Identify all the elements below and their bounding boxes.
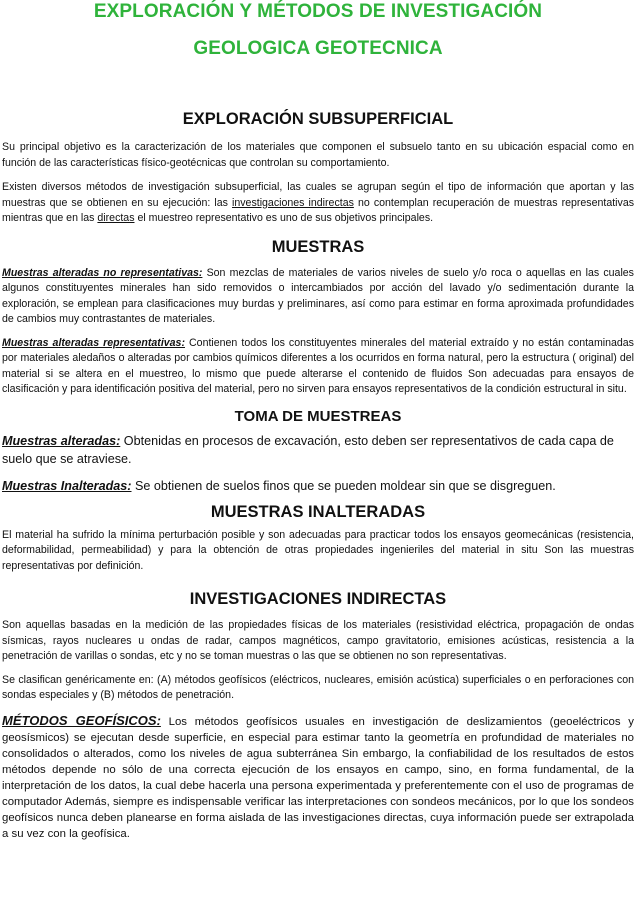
def-metodos-geofisicos: Los métodos geofísicos usuales en investigación de deslizamientos (geoeléctricos y geosísmicos) se ejecutan desde superficie, en especial para estimar tanto la geometría en profundidad de materiales no consolidados o alterados, como los niveles de agua subterránea Sin embargo, la confiabilidad de los resultados de estos métodos depende no sólo de una correcta ejecución de los ensayos en campo, sino, en forma fundamental, de la interpretación de los datos, la cual debe hacerla una persona experimentada y preferentemente con el uso de programas de computador Además, siempre es indispensable verificar las interpretaciones con sondeos mecánicos, por lo que los sondeos geofísicos nunca deben planearse en forma aislada de las investigaciones directas, cuya información puede ser extrapolada a su vez con la geofísica. [2,715,634,840]
def-alteradas-no-representativas: Son mezclas de materiales de varios niveles de suelo y/o roca o aquellas en las cuales algunos constituyentes minerales han sido removidos o intercambiados por acción del lavado y/o sedimentación durante la exploración, se emplean para clasificaciones muy burdas y preliminares, así como para estimar en forma aproximada profundidades de cambios muy contrastantes de materiales. [2,266,634,325]
toma-muestras-inalteradas [2,477,634,495]
exploracion-paragraph-2 [2,180,634,227]
def-muestras-inalteradas: Se obtienen de suelos finos que se pueden moldear sin que se disgreguen. [131,478,556,493]
heading-exploracion-subsuperficial: EXPLORACIÓN SUBSUPERFICIAL [182,110,454,128]
heading-muestras: MUESTRAS [271,237,365,256]
document-title-line2: GEOLOGICA GEOTECNICA [193,38,443,59]
directas-link: directas [97,212,135,224]
heading-muestras-inalteradas: MUESTRAS INALTERADAS [210,502,426,521]
def-muestras-alteradas: Obtenidas en procesos de excavación, esto deben ser representativos de cada capa de suelo que se atraviese. [2,433,614,466]
heading-investigaciones-indirectas: INVESTIGACIONES INDIRECTAS [189,590,447,608]
exploracion-paragraph-1: Su principal objetivo es la caracterización de los materiales que componen el subsuelo tanto en su ubicación espacial como en función de las características físico-geotécnicas que controlan su comportamiento. [2,141,634,169]
def-alteradas-representativas: Contienen todos los constituyentes minerales del material extraído y no están contaminadas por materiales aledaños o alteradas por cambios químicos diferentes a los ocurridos en forma natural, pero la estructura ( original) del material si se altera en el muestreo, lo mismo que puede alterarse el contenido de fluidos Son adecuadas para ensayos de clasificación y para identificación positiva del material, pero no sirven para ensayos representativos de la condición estructural in situ. [2,336,634,395]
exploracion-p2-text-a: Existen diversos métodos de investigación subsuperficial, las cuales se agrupan según el tipo de información que aportan y las muestras que se obtienen en su ejecución: las [2,181,634,209]
term-alteradas-no-representativas: Muestras alteradas no representativas: [2,266,203,279]
indirectas-paragraph-1: Son aquellas basadas en la medición de las propiedades físicas de los materiales (resistividad eléctrica, propagación de ondas sísmicas, rayos nucleares u ondas de radar, campos magnéticos, campo gravitatorio, emisiones acústicas, resistencia a la penetración de varillas o sondas, etc y no se toman muestras o las que se obtienen no son representativas. [2,619,634,662]
heading-toma-de-muestras: TOMA DE MUESTREAS [234,407,402,425]
indirectas-paragraph-2: Se clasifican genéricamente en: (A) métodos geofísicos (eléctricos, nucleares, emisión acústica) superficiales o en perforaciones con sondas especiales y (B) métodos de penetración. [2,673,634,701]
term-metodos-geofisicos: MÉTODOS GEOFÍSICOS: [2,712,161,728]
muestras-alteradas-representativas [2,336,634,398]
term-alteradas-representativas: Muestras alteradas representativas: [2,336,185,349]
toma-muestras-alteradas [2,432,634,468]
term-muestras-alteradas: Muestras alteradas: [2,433,121,448]
investigaciones-indirectas-link: investigaciones indirectas [232,196,354,209]
metodos-geofisicos-paragraph [2,713,634,842]
exploracion-p2-text-b: no contemplan recuperación de muestras representativas mientras que en las [2,196,635,224]
inalteradas-paragraph: El material ha sufrido la mínima perturbación posible y son adecuadas para practicar todos los ensayos geomecánicas (resistencia, deformabilidad, permeabilidad) y para la obtención de otras propiedades ingenieriles del material in situ Son las muestras representativas por definición. [2,528,634,572]
term-muestras-inalteradas: Muestras Inalteradas: [2,478,132,493]
document-title-line1: EXPLORACIÓN Y MÉTODOS DE INVESTIGACIÓN [93,1,543,22]
exploracion-p2-text-c: el muestreo representativo es uno de sus objetivos principales. [134,212,434,224]
muestras-alteradas-no-representativas [2,266,634,328]
